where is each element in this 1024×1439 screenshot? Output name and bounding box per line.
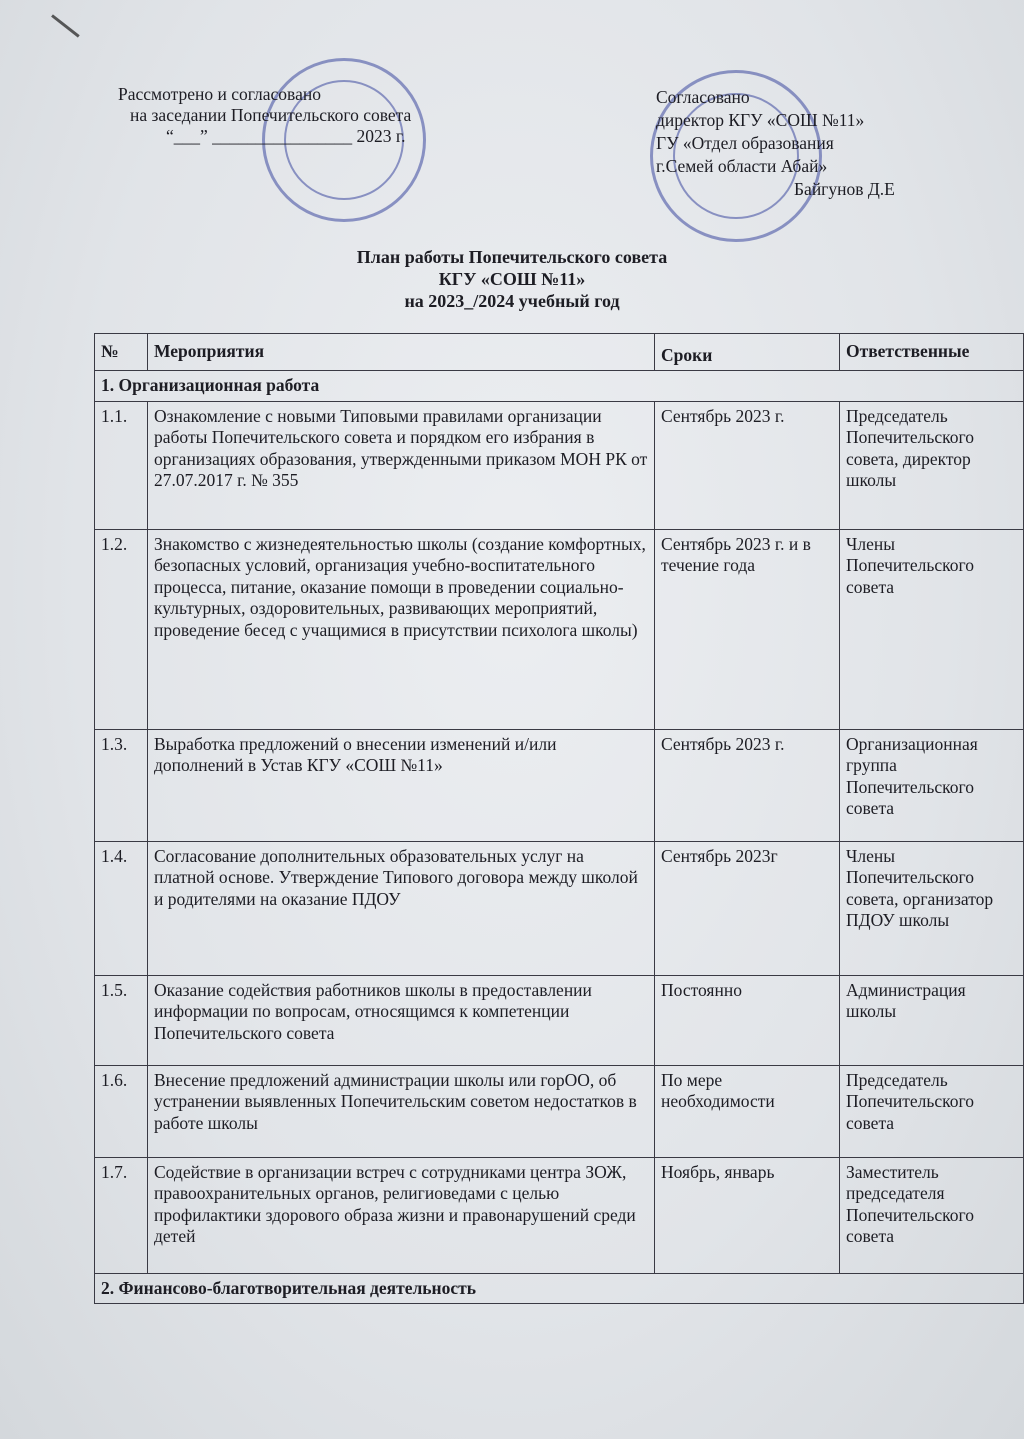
row-activity: Знакомство с жизнедеятельностью школы (создание комфортных, безопасных условий, организация учебно-воспитательного процесса, питание, оказание помощи в проведении социально-культурных, оздоровительных, развивающих мероприятий, проведение бесед с учащимися в присутствии психолога школы) <box>148 529 655 729</box>
row-responsible: Председатель Попечительского совета, директор школы <box>840 401 1024 529</box>
table-row <box>95 1065 1024 1157</box>
title-line3: на 2023_/2024 учебный год <box>404 291 620 311</box>
title-line2: КГУ «СОШ №11» <box>438 269 586 289</box>
table-row <box>95 529 1024 729</box>
row-term: Сентябрь 2023 г. <box>655 401 840 529</box>
row-number: 1.7. <box>95 1157 148 1273</box>
table-row <box>95 1157 1024 1273</box>
row-activity: Внесение предложений администрации школы или горОО, об устранении выявленных Попечительским советом недостатков в работе школы <box>148 1065 655 1157</box>
approval-left-line1: Рассмотрено и согласовано <box>118 84 321 104</box>
row-term: Сентябрь 2023 г. <box>655 729 840 841</box>
director-signature-name: Байгунов Д.Е <box>794 179 895 199</box>
document-title <box>0 246 1024 312</box>
row-term: Ноябрь, январь <box>655 1157 840 1273</box>
approval-left-line3: “___” ________________ 2023 г. <box>166 126 406 146</box>
approval-right-line2: директор КГУ «СОШ №11» <box>656 110 865 130</box>
corner-mark <box>51 14 80 37</box>
row-term: Сентябрь 2023г <box>655 841 840 975</box>
header-activities: Мероприятия <box>148 334 655 371</box>
row-term: По мере необходимости <box>655 1065 840 1157</box>
row-responsible: Члены Попечительского совета, организатор ПДОУ школы <box>840 841 1024 975</box>
row-responsible: Заместитель председателя Попечительского совета <box>840 1157 1024 1273</box>
table-row <box>95 975 1024 1065</box>
row-number: 1.4. <box>95 841 148 975</box>
row-number: 1.3. <box>95 729 148 841</box>
row-activity: Оказание содействия работников школы в предоставлении информации по вопросам, относящимся к компетенции Попечительского совета <box>148 975 655 1065</box>
approval-right-line3: ГУ «Отдел образования <box>656 133 834 153</box>
row-activity: Выработка предложений о внесении изменений и/или дополнений в Устав КГУ «СОШ №11» <box>148 729 655 841</box>
approval-left-line2: на заседании Попечительского совета <box>130 105 412 125</box>
title-line1: План работы Попечительского совета <box>356 247 668 267</box>
table-row <box>95 841 1024 975</box>
approval-block-right <box>656 86 895 201</box>
row-responsible: Организационная группа Попечительского совета <box>840 729 1024 841</box>
approval-right-line4: г.Семей области Абай» <box>656 156 828 176</box>
row-term: Сентябрь 2023 г. и в течение года <box>655 529 840 729</box>
row-number: 1.2. <box>95 529 148 729</box>
row-number: 1.6. <box>95 1065 148 1157</box>
header-terms: Сроки <box>655 334 840 371</box>
table-row <box>95 729 1024 841</box>
row-number: 1.1. <box>95 401 148 529</box>
approval-right-line1: Согласовано <box>656 87 750 107</box>
row-activity: Содействие в организации встреч с сотрудниками центра ЗОЖ, правоохранительных органов, религиоведами с целью профилактики здорового образа жизни и правонарушений среди детей <box>148 1157 655 1273</box>
row-term: Постоянно <box>655 975 840 1065</box>
table-row <box>95 401 1024 529</box>
header-responsible: Ответственные <box>840 334 1024 371</box>
section-row <box>95 371 1024 402</box>
row-responsible: Члены Попечительского совета <box>840 529 1024 729</box>
section-row <box>95 1273 1024 1304</box>
work-plan-table <box>94 333 1024 1304</box>
row-activity: Ознакомление с новыми Типовыми правилами организации работы Попечительского совета и порядком его избрания в организациях образования, утвержденными приказом МОН РК от 27.07.2017 г. № 355 <box>148 401 655 529</box>
row-activity: Согласование дополнительных образовательных услуг на платной основе. Утверждение Типового договора между школой и родителями на оказание ПДОУ <box>148 841 655 975</box>
row-responsible: Администрация школы <box>840 975 1024 1065</box>
table-header-row <box>95 334 1024 371</box>
approval-block-left <box>118 84 411 147</box>
section-title-financial: 2. Финансово-благотворительная деятельность <box>95 1273 1024 1304</box>
section-title-organizational: 1. Организационная работа <box>95 371 1024 402</box>
row-number: 1.5. <box>95 975 148 1065</box>
row-responsible: Председатель Попечительского совета <box>840 1065 1024 1157</box>
header-number: № <box>95 334 148 371</box>
